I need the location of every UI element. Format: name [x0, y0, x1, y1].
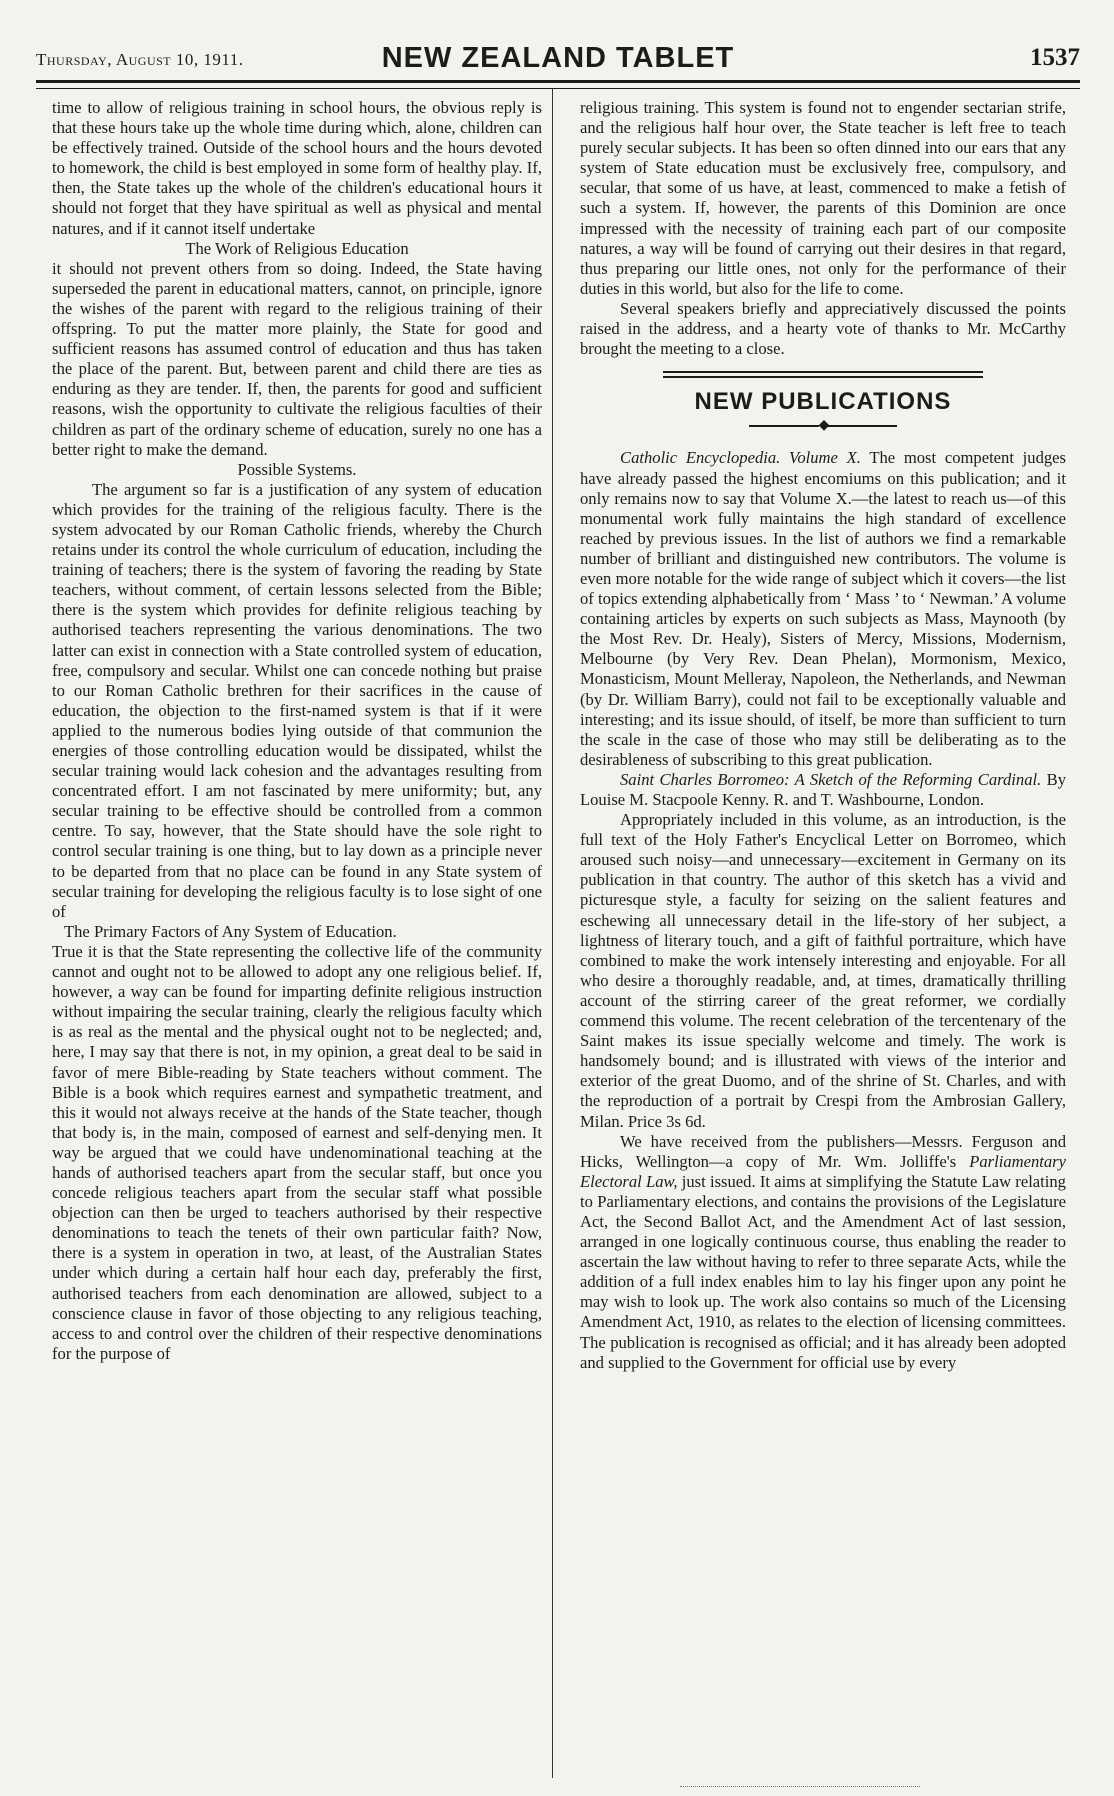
- subheading: The Primary Factors of Any System of Education.: [64, 921, 397, 941]
- paragraph: time to allow of religious training in school hours, the obvious reply is that these hours take up the whole time during which, alone, children can be effectively trained. Outside of the school hours and the hours devoted to homework, the child is best employed in some form of healthy play. If, then, the State takes up the whole of the children's educational hours it should not forget that they have spiritual as well as physical and mental natures, and if it cannot itself undertake: [52, 98, 542, 238]
- paragraph: Appropriately included in this volume, as an introduction, is the full text of the Holy Father's Encyclical Letter on Borromeo, which aroused such noisy—and unnecessary—excitement in Germany on its publication in that country. The author of this sketch has a vivid and picturesque style, a faculty for seizing on the salient features and eschewing all unnecessary detail in the life-story of her subject, a lightness of literary touch, and a gift of faithful portraiture, which have combined to make the work intensely interesting and enjoyable. For all who desire a thoroughly readable, and, at times, dramatically thrilling account of the stirring career of the great reformer, we cordially commend this volume. The recent celebration of the tercentenary of the Saint makes its issue specially welcome and timely. The work is handsomely bound; and is illustrated with views of the interior and exterior of the great Duomo, and of the shrine of St. Charles, and with the reproduction of a portrait by Crespi from the Ambrosian Gallery, Milan. Price 3s 6d.: [580, 810, 1066, 1131]
- subheading: Possible Systems.: [237, 459, 357, 479]
- publication-review: [580, 448, 1066, 770]
- paragraph: True it is that the State representing the collective life of the community cannot and ought not to be allowed to adopt any one religious belief. If, however, a way can be found for imparting definite religious instruction without impairing the secular training, clearly the religious faculty which is as real as the mental and the physical ought not to be neglected; and, here, I may say that there is not, in my opinion, a great deal to be said in favor of mere Bible-reading by State teachers without comment. The Bible is a book which requires earnest and sympathetic treatment, and this it would not always receive at the hands of the State teacher, though that body is, in the main, composed of earnest and self-denying men. It way be argued that we could have undenominational teaching at the hands of authorised teachers apart from the secular staff, but once you concede religious teachers apart from the secular staff what possible objection can then be urged to teachers authorised by their respective denominations to teach the tenets of their own particular faith? Now, there is a system in operation in two, at least, of the Australian States under which during a certain half hour each day, preferably the first, authorised teachers from each denomination are allowed, subject to a conscience clause in favor of those objecting to any religious teaching, access to and control over the children of their respective denominations for the purpose of: [52, 941, 542, 1363]
- publication-review: [580, 770, 1066, 810]
- publication-title: Parliamentary Electoral Law,: [580, 1151, 1066, 1191]
- header-rule: [36, 80, 1080, 89]
- masthead: [36, 42, 1080, 84]
- publication-body: We have received from the publishers—Messrs. Ferguson and Hicks, Wellington—a copy of Mr. Wm. Jolliffe's: [580, 1131, 1066, 1171]
- page-number: 1537: [1030, 44, 1080, 71]
- subheading: The Work of Religious Education: [185, 238, 409, 258]
- column-divider: [552, 88, 553, 1778]
- paragraph: Several speakers briefly and appreciatively discussed the points raised in the address, and a hearty vote of thanks to Mr. McCarthy brought the meeting to a close.: [580, 298, 1066, 359]
- publication-title: Catholic Encyclopedia. Volume X.: [620, 448, 861, 468]
- right-column: [580, 98, 1066, 1373]
- newspaper-title: NEW ZEALAND TABLET: [381, 42, 735, 74]
- publication-review: [580, 1132, 1066, 1373]
- section-title: NEW PUBLICATIONS: [694, 388, 952, 416]
- ornament-divider: ◆: [580, 416, 1066, 436]
- bottom-rule: [680, 1786, 920, 1787]
- publication-body: The most competent judges have already passed the highest encomiums on this publication; and it only remains now to say that Volume X.—the latest to reach us—of this monumental work fully maintains the high standard of excellence reached by previous issues. In the list of authors we find a remarkable number of brilliant and distinguished new contributors. The volume is even more notable for the wide range of subject which it covers—the list of topics extending alphabetically from ‘ Mass ’ to ‘ Newman.’ A volume containing articles by experts on such subjects as Mass, Maynooth (by the Most Rev. Dr. Healy), Sisters of Mercy, Missions, Modernism, Melbourne (by Very Rev. Dean Phelan), Mormonism, Mexico, Monasticism, Mount Melleray, Napoleon, the Netherlands, and Newman (by Dr. William Barry), could not fail to be exceptionally valuable and interesting; and its issue should, of itself, be more than sufficient to turn the scale in the case of those who may still be deliberating as to the desirableness of subscribing to this great publication.: [580, 448, 1066, 769]
- left-column: [52, 98, 542, 1364]
- paragraph: The argument so far is a justification of any system of education which provides for the training of the religious faculty. There is the system advocated by our Roman Catholic friends, whereby the Church retains under its control the whole curriculum of education, including the training of teachers; there is the system of favoring the reading by State teachers, without comment, of certain lessons selected from the Bible; there is the system which provides for definite religious teaching by authorised teachers representing the various denominations. The two latter can exist in connection with a State controlled system of education, free, compulsory and secular. Whilst one can concede nothing but praise to our Roman Catholic brethren for their sacrifices in the cause of education, the objection to the first-named system is that if it were applied to the numerous bodies lying outside of that communion the energies of those controlling education would be dissipated, whilst the secular training would lack cohesion and the advantages resulting from concentrated effort. I am not fascinated by mere uniformity; but, any secular training to be effective should be controlled from a common centre. To say, however, that the State should have the sole right to control secular training is one thing, but to lay down as a principle never to be departed from that no place can be found in any State system of secular training for developing the religious faculty is to lose sight of one of: [52, 479, 542, 921]
- section-separator: [663, 371, 983, 378]
- publication-byline: By Louise M. Stacpoole Kenny. R. and T. Washbourne, London.: [580, 769, 1066, 809]
- paragraph: it should not prevent others from so doing. Indeed, the State having superseded the parent in educational matters, cannot, on principle, ignore the wishes of the parent with regard to the religious training of their offspring. To put the matter more plainly, the State for good and sufficient reasons has assumed control of education and thus has taken the place of the parent. But, between parent and child there are ties as enduring as they are tender. If, then, the parents for good and sufficient reasons, wish the opportunity to cultivate the religious faculties of their children as part of the ordinary scheme of education, surely no one has a better right to make the demand.: [52, 258, 542, 459]
- publication-title: Saint Charles Borromeo: A Sketch of the Reforming Cardinal.: [620, 769, 1042, 789]
- publication-body: just issued. It aims at simplifying the Statute Law relating to Parliamentary elections, and contains the provisions of the Legislature Act, the Second Ballot Act, and the Amendment Act of last session, arranged in one logically continuous course, thus enabling the reader to ascertain the law without having to refer to three separate Acts, while the addition of a full index enables him to lay his finger upon any point he may wish to look up. The work also contains so much of the Licensing Amendment Act, 1910, as relates to the election of licensing committees. The publication is recognised as official; and it has already been adopted and supplied to the Government for official use by every: [580, 1171, 1066, 1372]
- paragraph: religious training. This system is found not to engender sectarian strife, and the religious half hour over, the State teacher is left free to teach purely secular subjects. It has been so often dinned into our ears that any system of State education must be exclusively free, compulsory, and secular, that some of us have, at least, commenced to make a fetish of such a system. If, however, the parents of this Dominion are once impressed with the necessity of training each part of our composite natures, a way will be found of carrying out their desires in that regard, thus preparing our little ones, not only for the performance of their duties in this world, but also for the life to come.: [580, 98, 1066, 298]
- issue-date: Thursday, August 10, 1911.: [36, 50, 244, 69]
